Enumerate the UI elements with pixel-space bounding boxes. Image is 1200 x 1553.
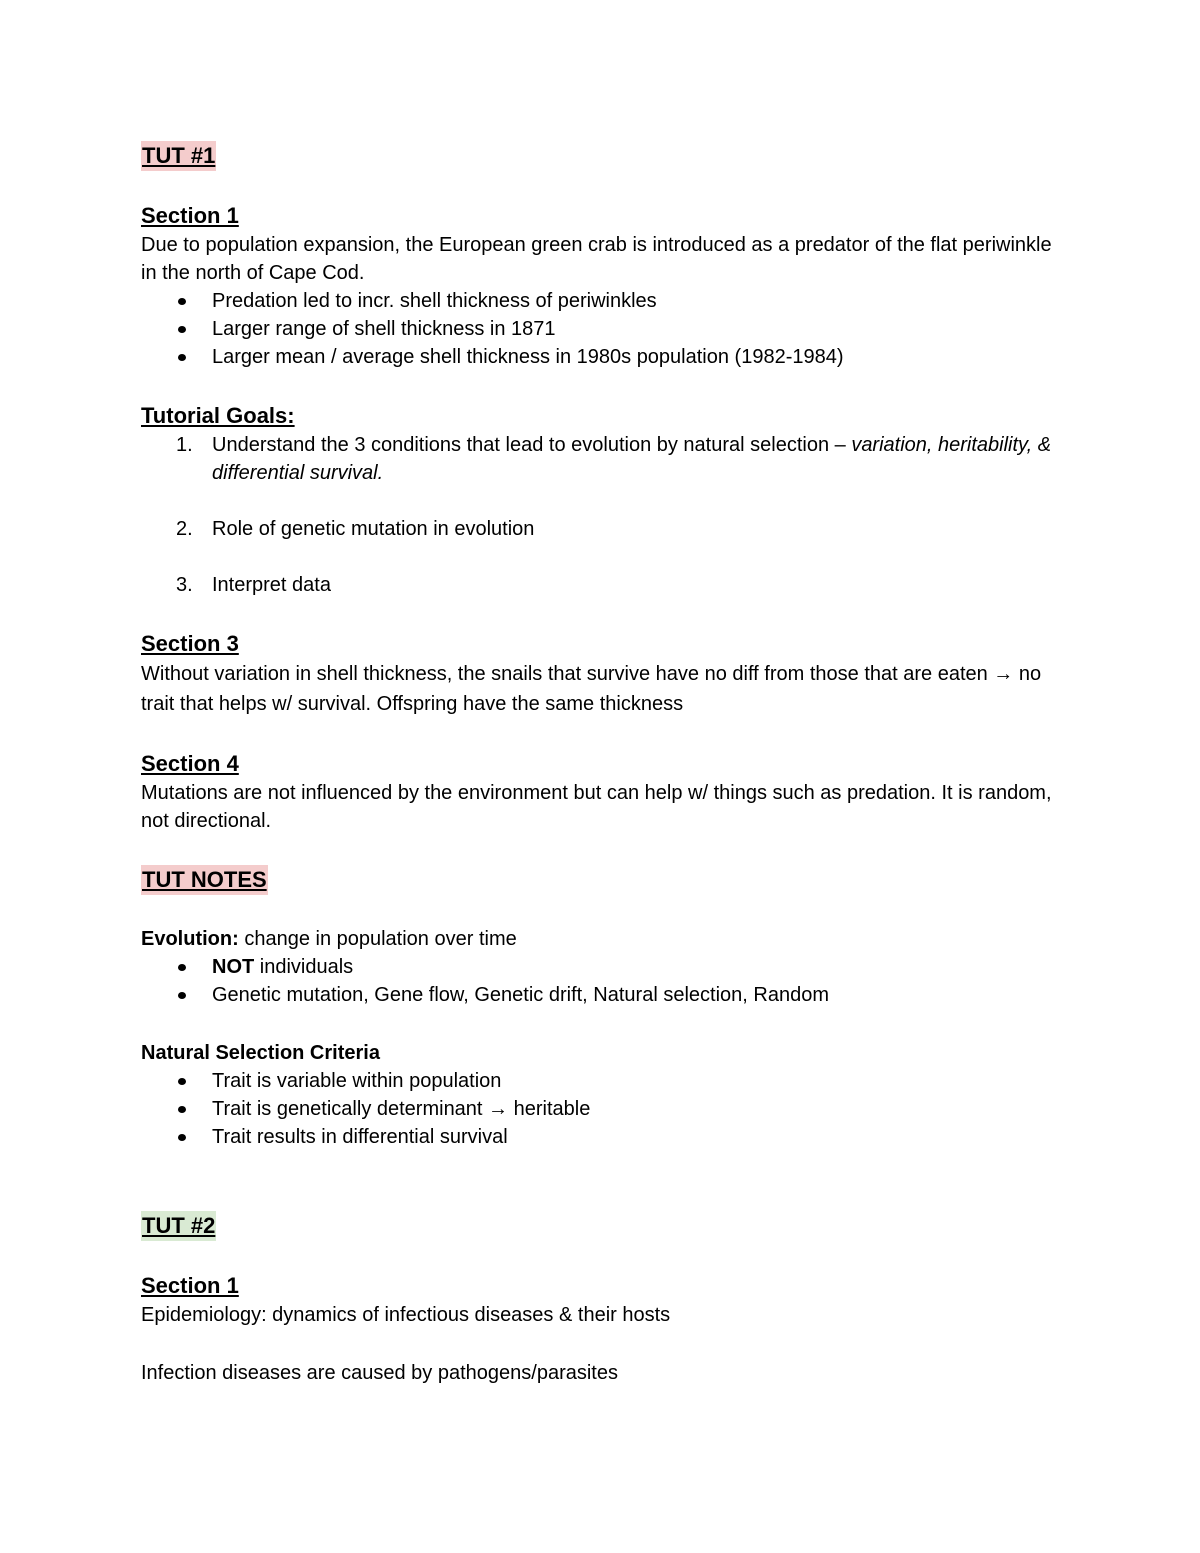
goal-number: 3. (176, 574, 193, 596)
list-item (141, 953, 1071, 981)
bullet-text: individuals (254, 956, 354, 978)
tut1-section3-heading: Section 3 (141, 631, 239, 656)
tut-notes-title: TUT NOTES (141, 865, 268, 895)
goal-text: Interpret data (212, 574, 331, 596)
list-item: Trait is variable within population (141, 1067, 1071, 1095)
criteria-bullets (141, 1067, 1071, 1151)
tut1-section4-text: Mutations are not influenced by the environment but can help w/ things such as predation. It is random, not directional. (141, 782, 1052, 832)
list-item: Larger range of shell thickness in 1871 (141, 315, 1071, 343)
goal-item (141, 515, 1071, 543)
evolution-definition (141, 925, 1071, 953)
tut1-section1-heading: Section 1 (141, 203, 239, 228)
tut1-title-row (141, 141, 1071, 171)
list-item: Trait results in differential survival (141, 1123, 1071, 1151)
document-content (141, 141, 1071, 1387)
bullet-bold: NOT (212, 956, 255, 978)
goal-item (141, 431, 1071, 487)
tut2-section1-line2: Infection diseases are caused by pathogens/parasites (141, 1362, 618, 1384)
tut-notes-title-row (141, 865, 1071, 895)
bullet-text: Genetic mutation, Gene flow, Genetic drift, Natural selection, Random (212, 984, 829, 1006)
goal-number: 2. (176, 518, 193, 540)
list-item: Larger mean / average shell thickness in 1980s population (1982-1984) (141, 343, 1071, 371)
tut1-section3-text: Without variation in shell thickness, the snails that survive have no diff from those that are eaten → no trait that helps w/ survival. Offspring have the same thickness (141, 663, 1042, 715)
evolution-text: change in population over time (238, 928, 517, 950)
tut2-section1-line1: Epidemiology: dynamics of infectious diseases & their hosts (141, 1304, 671, 1326)
criteria-heading: Natural Selection Criteria (141, 1042, 380, 1064)
tut1-section1-text: Due to population expansion, the European green crab is introduced as a predator of the flat periwinkle in the north of Cape Cod. (141, 234, 1052, 284)
list-item: Trait is genetically determinant → heritable (141, 1095, 1071, 1123)
tut1-section4-heading: Section 4 (141, 751, 239, 776)
list-item (141, 981, 1071, 1009)
goal-number: 1. (176, 434, 193, 456)
evolution-label: Evolution: (141, 928, 239, 950)
tut1-section1-bullets (141, 287, 1071, 371)
tut2-section1-heading: Section 1 (141, 1273, 239, 1298)
list-item: Predation led to incr. shell thickness of periwinkles (141, 287, 1071, 315)
tutorial-goals-heading: Tutorial Goals: (141, 403, 295, 428)
goal-text: Role of genetic mutation in evolution (212, 518, 535, 540)
tut2-title: TUT #2 (141, 1211, 216, 1241)
tut1-title: TUT #1 (141, 141, 216, 171)
evolution-bullets (141, 953, 1071, 1009)
goal-text-italic: variation, heritability, & differential survival. (212, 434, 1052, 484)
goal-text: Understand the 3 conditions that lead to evolution by natural selection – (212, 434, 852, 456)
tutorial-goals-list (141, 431, 1071, 599)
tut2-title-row (141, 1211, 1071, 1241)
goal-item (141, 571, 1071, 599)
